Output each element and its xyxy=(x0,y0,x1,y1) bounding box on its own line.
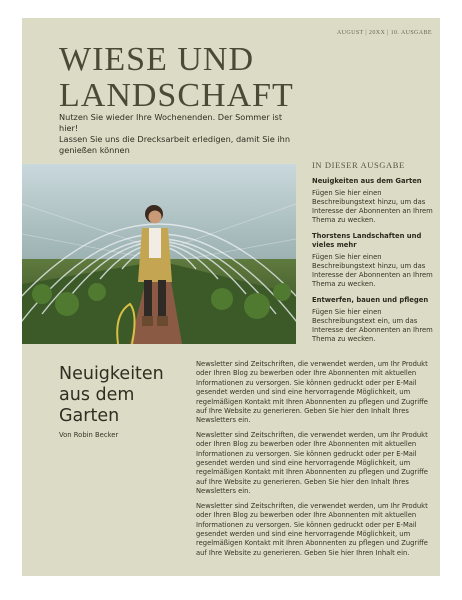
sidebar-item-title: Entwerfen, bauen und pflegen xyxy=(312,296,429,304)
article-paragraph: Newsletter sind Zeitschriften, die verwendet werden, um Ihr Produkt oder Ihren Blog zu bewerben oder Ihre Abonnenten mit aktuellen Informationen zu versorgen. Sie können gedruckt oder per E-Mail gesendet werden und sind eine hervorragende Möglichkeit, um regelmäßigen Kontakt mit Ihren Abonnenten zu pflegen und Zugriffe auf Ihre Website zu generieren. Geben Sie hier den Inhalt Ihres Newsletters ein. xyxy=(196,360,428,425)
sidebar-item-text: Fügen Sie hier einen Beschreibungstext hinzu, um das Interesse der Abonnenten an Ihrem Thema zu wecken. xyxy=(312,189,433,224)
sidebar-item-title: Neuigkeiten aus dem Garten xyxy=(312,177,422,185)
intro-line: Lassen Sie uns die Drecksarbeit erledigen, damit Sie ihn genießen können xyxy=(59,134,291,155)
article-title-line: aus dem xyxy=(59,385,135,405)
intro-text xyxy=(59,112,291,156)
dateline: AUGUST | 20XX | 10. AUSGABE xyxy=(336,30,432,36)
sidebar-item-text: Fügen Sie hier einen Beschreibungstext hinzu, um das Interesse der Abonnenten an Ihrem Thema zu wecken. xyxy=(312,253,433,288)
sidebar-heading: IN DIESER AUSGABE xyxy=(312,160,405,170)
newsletter-title xyxy=(59,42,294,114)
sidebar-item-text: Fügen Sie hier einen Beschreibungstext ein, um das Interesse der Abonnenten an Ihrem Thema zu wecken. xyxy=(312,308,433,343)
article-paragraph: Newsletter sind Zeitschriften, die verwendet werden, um Ihr Produkt oder Ihren Blog zu bewerben oder Ihre Abonnenten mit aktuellen Informationen zu versorgen. Sie können gedruckt oder per E-Mail gesendet werden und sind eine hervorragende Möglichkeit, um regelmäßigen Kontakt mit Ihren Abonnenten zu pflegen und Zugriffe auf Ihre Website zu generieren. Geben Sie hier den Inhalt Ihres Newsletters ein. xyxy=(196,430,428,496)
title-line: LANDSCHAFT xyxy=(59,77,294,114)
sidebar-item xyxy=(312,232,434,289)
article-paragraph: Newsletter sind Zeitschriften, die verwendet werden, um Ihr Produkt oder Ihren Blog zu bewerben oder Ihre Abonnenten mit aktuellen Informationen zu versorgen. Sie können gedruckt oder per E-Mail gesendet werden und sind eine hervorragende Möglichkeit, um regelmäßigen Kontakt mit Ihren Abonnenten zu pflegen und Zugriffe auf Ihre Website zu generieren. Geben Sie hier Ihren Inhalt ein. xyxy=(196,501,428,557)
article-title xyxy=(59,364,164,427)
article-title-line: Neuigkeiten xyxy=(59,364,164,384)
greenhouse-illustration xyxy=(22,164,296,344)
sidebar-item xyxy=(312,177,434,225)
intro-line: Nutzen Sie wieder Ihre Wochenenden. Der Sommer ist hier! xyxy=(59,112,283,133)
article-body xyxy=(196,360,430,563)
in-this-issue-sidebar xyxy=(312,160,434,351)
article-byline: Von Robin Becker xyxy=(59,431,119,439)
title-line: WIESE UND xyxy=(59,41,255,78)
sidebar-item-title: Thorstens Landschaften und vieles mehr xyxy=(312,232,422,249)
sidebar-item xyxy=(312,296,434,344)
newsletter-page xyxy=(22,18,440,576)
article-title-line: Garten xyxy=(59,406,120,426)
greenhouse-photo xyxy=(22,164,296,344)
